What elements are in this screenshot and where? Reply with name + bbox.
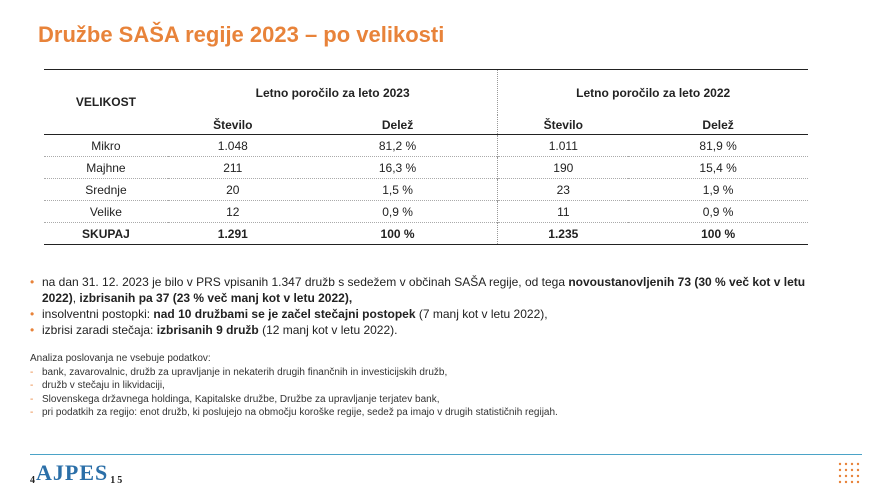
total-share-2023: 100 % — [298, 223, 498, 245]
cell-share-2023: 81,2 % — [298, 135, 498, 157]
group-header-2022: Letno poročilo za leto 2022 — [498, 70, 808, 116]
cell-number-2023: 1.048 — [168, 135, 298, 157]
row-label: Srednje — [44, 179, 168, 201]
bullet-list — [30, 274, 820, 338]
notes — [30, 352, 558, 420]
table-row — [44, 135, 808, 157]
cell-share-2023: 0,9 % — [298, 201, 498, 223]
group-header-2023: Letno poročilo za leto 2023 — [168, 70, 498, 116]
total-share-2022: 100 % — [628, 223, 808, 245]
cell-number-2022: 1.011 — [498, 135, 628, 157]
page-title: Družbe SAŠA regije 2023 – po velikosti — [38, 22, 445, 47]
bullet-item: • insolventni postopki: nad 10 družbami se je začel stečajni postopek (7 manj kot v letu 2022), — [30, 307, 548, 321]
footer-divider — [30, 454, 862, 455]
total-row — [44, 223, 808, 245]
row-label: Mikro — [44, 135, 168, 157]
total-number-2022: 1.235 — [498, 223, 628, 245]
row-label: Majhne — [44, 157, 168, 179]
table-row — [44, 157, 808, 179]
cell-number-2022: 190 — [498, 157, 628, 179]
cell-number-2023: 20 — [168, 179, 298, 201]
cell-number-2022: 11 — [498, 201, 628, 223]
cell-number-2023: 12 — [168, 201, 298, 223]
total-label: SKUPAJ — [44, 223, 168, 245]
bullet-marker: • — [30, 307, 35, 321]
cell-number-2022: 23 — [498, 179, 628, 201]
cell-share-2022: 15,4 % — [628, 157, 808, 179]
cell-share-2022: 0,9 % — [628, 201, 808, 223]
table-row — [44, 179, 808, 201]
note-item: - pri podatkih za regijo: enot družb, ki poslujejo na območju koroške regije, sedež pa imajo v drugih statističnih regijah. — [30, 407, 558, 418]
note-item: - Slovenskega državnega holdinga, Kapitalske družbe, Družbe za upravljanje terjatev bank, — [30, 393, 440, 405]
cell-share-2023: 16,3 % — [298, 157, 498, 179]
row-label: Velike — [44, 201, 168, 223]
cell-share-2022: 1,9 % — [628, 179, 808, 201]
bullet-item: • izbrisi zaradi stečaja: izbrisanih 9 družb (12 manj kot v letu 2022). — [30, 323, 398, 337]
bullet-item: • na dan 31. 12. 2023 je bilo v PRS vpisanih 1.347 družb s sedežem v občinah SAŠA regije, od tega novoustanovljenih 73 (30 % več kot v letu 2022), izbrisanih pa 37 (23 % več manj kot v letu 2022), — [30, 275, 806, 305]
col-share-2023: Delež — [381, 117, 414, 132]
size-header: VELIKOST — [44, 70, 168, 135]
cell-share-2022: 81,9 % — [628, 135, 808, 157]
bullet-marker: • — [30, 323, 35, 337]
bullet-marker: • — [30, 275, 35, 289]
cell-number-2023: 211 — [168, 157, 298, 179]
note-item: - družb v stečaju in likvidaciji, — [30, 380, 165, 391]
notes-heading: Analiza poslovanja ne vsebuje podatkov: — [30, 353, 211, 364]
col-number-2023: Število — [213, 117, 253, 132]
total-number-2023: 1.291 — [168, 223, 298, 245]
dots-grid-icon — [838, 462, 862, 484]
table-row — [44, 201, 808, 223]
col-number-2022: Število — [498, 115, 628, 135]
size-table — [44, 69, 808, 245]
cell-share-2023: 1,5 % — [298, 179, 498, 201]
ajpes-logo: 4 AJPES 1 5 — [30, 460, 123, 486]
col-share-2022: Delež — [702, 117, 734, 132]
note-item: - bank, zavarovalnic, družb za upravljanje in nekaterih drugih finančnih in investicijskih družb, — [30, 366, 448, 378]
